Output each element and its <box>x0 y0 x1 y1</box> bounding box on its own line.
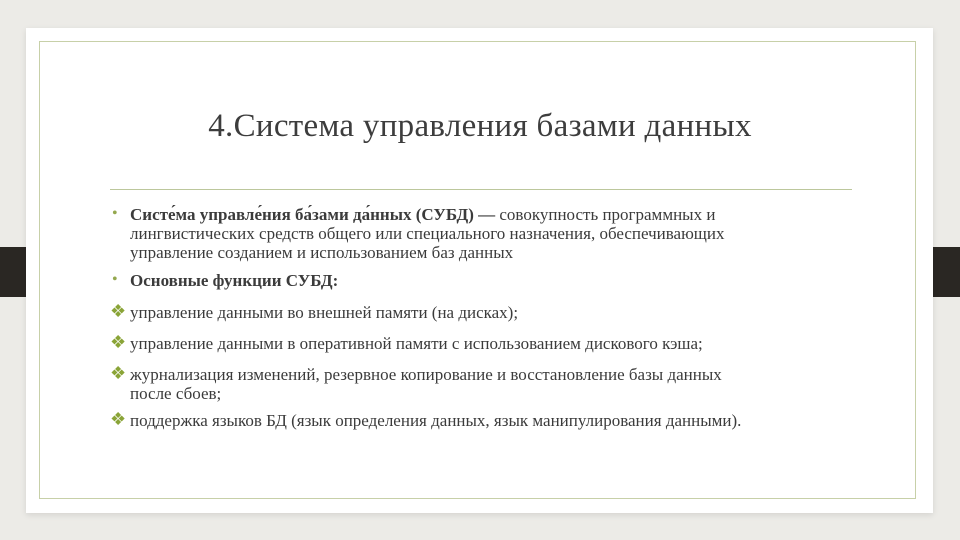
diamond-bullet-icon: ❖ <box>110 363 127 383</box>
definition-paragraph <box>130 205 725 262</box>
definition-term: Систе́ма управле́ния ба́зами да́нных (СУБД) <box>130 205 474 224</box>
function-item-text: поддержка языков БД (язык определения данных, язык манипулирования данными). <box>130 411 742 430</box>
function-item-text-continued: после сбоев; <box>130 384 222 403</box>
function-item <box>130 365 722 403</box>
diamond-bullet-icon: ❖ <box>110 409 127 429</box>
functions-heading <box>130 271 338 290</box>
function-item-text: управление данными во внешней памяти (на дисках); <box>130 303 519 322</box>
definition-dash: — <box>473 205 500 224</box>
title-divider <box>110 189 852 190</box>
diamond-bullet-icon: ❖ <box>110 332 127 352</box>
definition-text-line3: управление созданием и использованием баз данных <box>130 243 514 262</box>
definition-text-line2: лингвистических средств общего или специального назначения, обеспечивающих <box>130 224 725 243</box>
function-item-text: журнализация изменений, резервное копирование и восстановление базы данных <box>130 365 722 384</box>
function-item-text: управление данными в оперативной памяти с использованием дискового кэша; <box>130 334 703 353</box>
definition-text-line1: совокупность программных и <box>499 205 716 224</box>
right-side-bar <box>930 247 960 297</box>
bullet-icon: • <box>112 205 118 222</box>
functions-heading-text: Основные функции СУБД: <box>130 271 339 290</box>
slide-title: 4.Система управления базами данных <box>208 108 752 144</box>
bullet-icon: • <box>112 271 118 288</box>
function-item <box>130 411 741 430</box>
function-item <box>130 334 703 353</box>
diamond-bullet-icon: ❖ <box>110 301 127 321</box>
function-item <box>130 303 518 322</box>
